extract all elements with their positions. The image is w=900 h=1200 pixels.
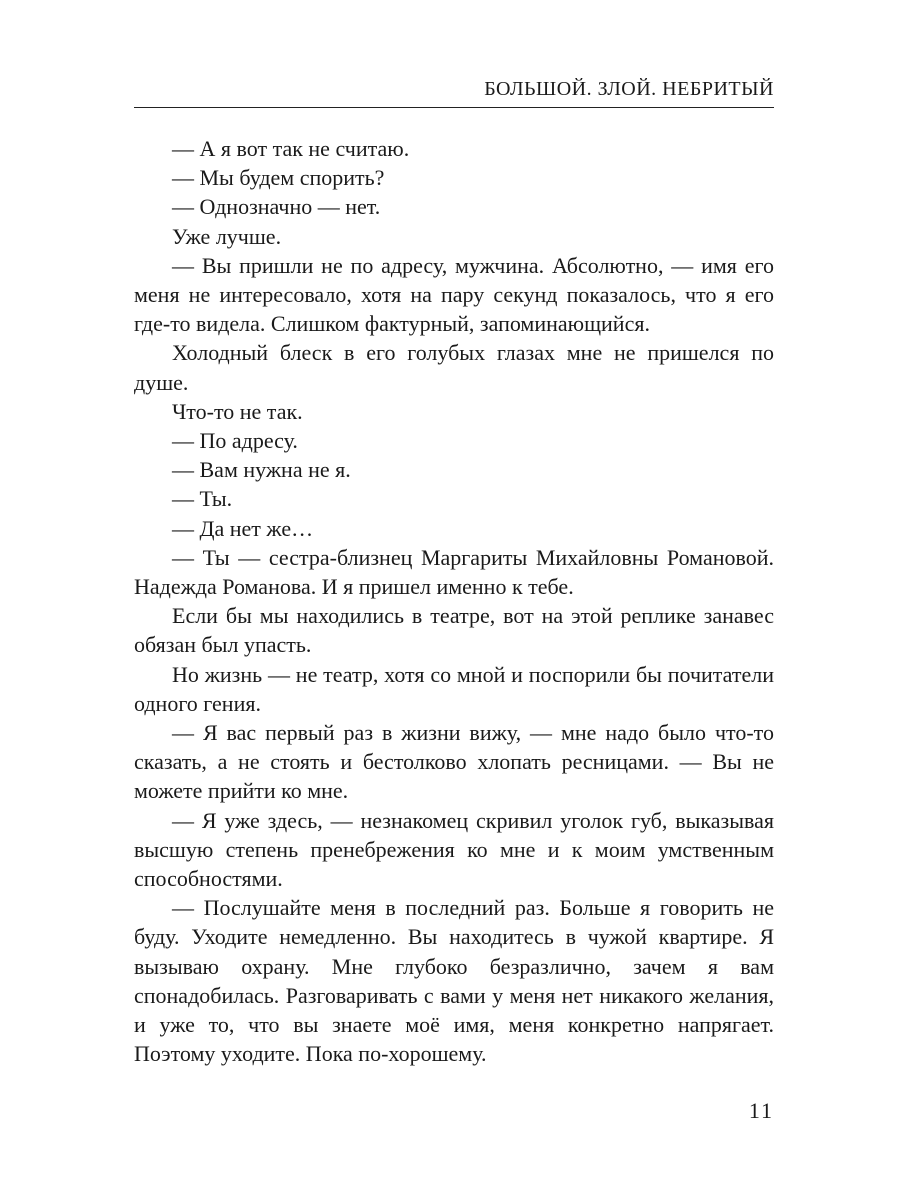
paragraph: Что-то не так. xyxy=(172,398,303,424)
paragraph: — Мы будем спорить? xyxy=(172,165,385,191)
running-head: БОЛЬШОЙ. ЗЛОЙ. НЕБРИТЫЙ xyxy=(484,78,774,100)
paragraph: Если бы мы находились в театре, вот на этой реплике занавес обязан был упасть. xyxy=(134,603,774,658)
paragraph: — А я вот так не считаю. xyxy=(172,136,410,161)
paragraph: — По адресу. xyxy=(172,428,298,454)
paragraph: Но жизнь — не театр, хотя со мной и поспорили бы почитатели одного гения. xyxy=(134,661,774,716)
paragraph: — Да нет же… xyxy=(172,515,314,541)
paragraph: — Вы пришли не по адресу, мужчина. Абсолютно, — имя его меня не интересовало, хотя на пару секунд показалось, что я его где-то видела. Слишком фактурный, запоминающийся. xyxy=(134,252,774,337)
paragraph: — Вам нужна не я. xyxy=(172,457,351,483)
paragraph: — Ты — сестра-близнец Маргариты Михайловны Романовой. Надежда Романова. И я пришел именно к тебе. xyxy=(134,544,774,600)
paragraph: — Ты. xyxy=(172,486,233,512)
paragraph: — Я уже здесь, — незнакомец скривил уголок губ, выказывая высшую степень пренебрежения ко мне и к моим умственным способностями. xyxy=(134,807,774,892)
body-text xyxy=(134,134,774,1069)
paragraph: — Однозначно — нет. xyxy=(172,194,381,220)
paragraph: — Я вас первый раз в жизни вижу, — мне надо было что-то сказать, а не стоять и бестолково хлопать ресницами. — Вы не можете прийти ко мне. xyxy=(134,720,774,804)
header-rule xyxy=(134,107,774,108)
paragraph: — Послушайте меня в последний раз. Больше я говорить не буду. Уходите немедленно. Вы находитесь в чужой квартире. Я вызываю охрану. Мне глубоко безразлично, зачем я вам спонадобилась. Разговаривать с вами у меня нет никакого желания, и уже то, что вы знаете моё имя, меня конкретно напрягает. Поэтому уходите. Пока по-хорошему. xyxy=(134,895,774,1067)
paragraph: Холодный блеск в его голубых глазах мне не пришелся по душе. xyxy=(134,340,774,395)
paragraph: Уже лучше. xyxy=(172,223,282,249)
page-number: 11 xyxy=(748,1098,774,1123)
